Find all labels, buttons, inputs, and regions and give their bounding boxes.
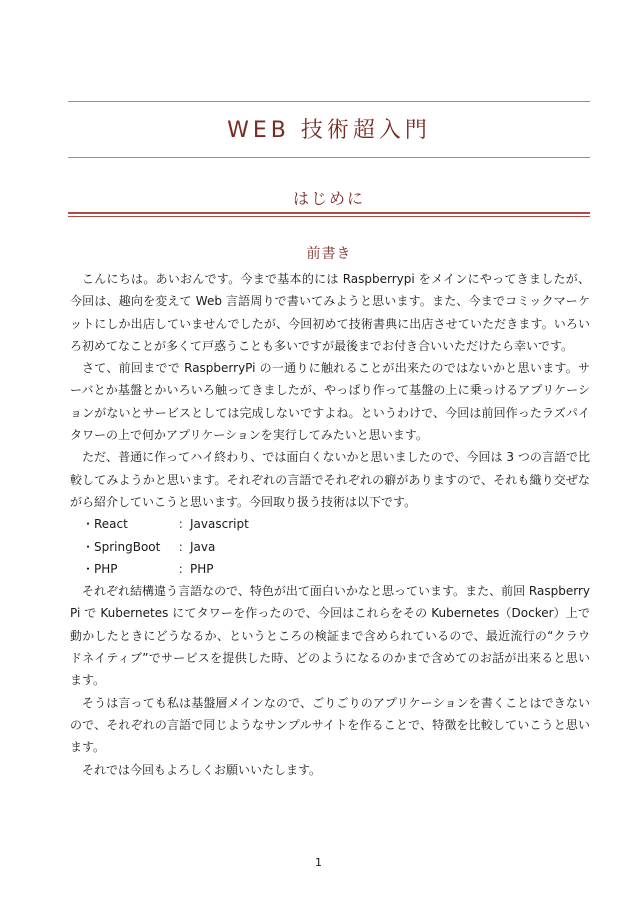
tech-name: ・SpringBoot: [82, 539, 161, 554]
page-number: 1: [315, 856, 322, 869]
body-text: [70, 268, 590, 781]
tech-list: [70, 513, 590, 580]
top-rule: [68, 101, 590, 102]
title-bottom-rule: [68, 157, 590, 158]
chapter-heading: はじめに: [292, 189, 365, 208]
paragraph: それぞれ結構違う言語なので、特色が出て面白いかなと思っています。また、前回 RaspberryPi で Kubernetes にてタワーを作ったので、今回はこれらをその Kubernetes（Docker）上で動かしたときにどうなるか、というところの検証まで含められているので、最近流行の“クラウドネイティブ”でサービスを提供した時、どのようになるのかまで含めてのお話が出来ると思います。: [70, 584, 590, 688]
tech-language: ：Javascript: [178, 517, 249, 532]
section-heading: 前書き: [306, 246, 352, 262]
tech-list-item: [70, 536, 590, 558]
paragraph: そうは言っても私は基盤層メインなので、ごりごりのアプリケーションを書くことはできないので、それぞれの言語で同じようなサンプルサイトを作ることで、特徴を比較していこうと思います。: [70, 695, 590, 755]
tech-list-item: [70, 558, 590, 580]
tech-name: ・React: [82, 517, 128, 532]
tech-language: ：PHP: [178, 561, 214, 576]
tech-name: ・PHP: [82, 561, 118, 576]
paragraph: それでは今回もよろしくお願いいたします。: [82, 762, 322, 777]
tech-language: ：Java: [178, 539, 216, 554]
paragraph: こんにちは。あいおんです。今まで基本的には Raspberrypi をメインにやってきましたが、今回は、趣向を変えて Web 言語周りで書いてみようと思います。また、今までコミックマーケットにしか出店していませんでしたが、今回初めて技術書典に出店させていただきます。いろいろ初めてなことが多くて戸惑うことも多いですが最後までお付き合いいただけたら幸いです。: [70, 272, 590, 353]
chapter-rule-thick: [68, 212, 590, 214]
tech-list-item: [70, 513, 590, 535]
paragraph: ただ、普通に作ってハイ終わり、では面白くないかと思いましたので、今回は 3 つの言語で比較してみようかと思います。それぞれの言語でそれぞれの癖がありますので、それも織り交ぜながら紹介していこうと思います。今回取り扱う技術は以下です。: [70, 450, 590, 509]
paragraph: さて、前回までで RaspberryPi の一通りに触れることが出来たのではないかと思います。サーバとか基盤とかいろいろ触ってきましたが、やっぱり作って基盤の上に乗っけるアプリケーションがないとサービスとしては完成しないですよね。というわけで、今回は前回作ったラズパイタワーの上で何かアプリケーションを実行してみたいと思います。: [70, 361, 590, 443]
chapter-rule-thin: [68, 216, 590, 217]
document-title: WEB 技術超入門: [227, 118, 431, 143]
